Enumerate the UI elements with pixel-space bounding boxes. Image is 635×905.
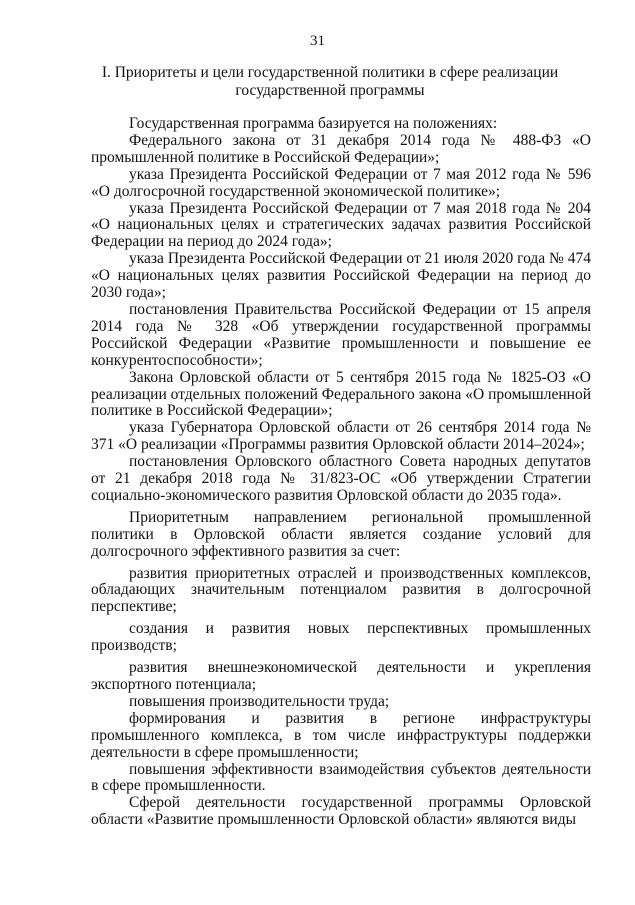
page-number: 31 bbox=[310, 33, 325, 49]
section-heading-line-2: государственной программы bbox=[235, 82, 425, 99]
list-item-interaction-efficiency: повышения эффективности взаимодействия субъектов деятельности в сфере промышленности. bbox=[91, 760, 591, 795]
paragraph-council-resolution-823: постановления Орловского областного Совета народных депутатов от 21 декабря 2018 года № 31/823-ОС «Об утверждении Стратегии социально-экономического развития Орловской области до 2035 года». bbox=[91, 453, 591, 504]
section-heading-line-1: I. Приоритеты и цели государственной политики в сфере реализации bbox=[101, 64, 559, 81]
paragraph-governor-decree-371: указа Губернатора Орловской области от 26 сентября 2014 года № 371 «О реализации «Программы развития Орловской области 2014–2024»; bbox=[91, 419, 591, 454]
list-item-export-potential: развития внешнеэкономической деятельности и укрепления экспортного потенциала; bbox=[91, 659, 591, 693]
paragraph-decree-204: указа Президента Российской Федерации от 7 мая 2018 года № 204 «О национальных целях и стратегических задачах развития Российской Федерации на период до 2024 года»; bbox=[91, 199, 591, 251]
paragraph-government-resolution-328: постановления Правительства Российской Федерации от 15 апреля 2014 года № 328 «Об утверждении государственной программы Российской Федерации «Развитие промышленности и повышение ее конкурентоспособности»; bbox=[91, 300, 591, 369]
paragraph-priority-direction: Приоритетным направлением региональной промышленной политики в Орловской области является создание условий для долгосрочного эффективного развития за счет: bbox=[91, 508, 591, 560]
list-item-labor-productivity: повышения производительности труда; bbox=[129, 692, 390, 710]
paragraph-program-scope: Сферой деятельности государственной программы Орловской области «Развитие промышленности Орловской области» являются виды bbox=[91, 794, 591, 829]
paragraph-federal-law-488: Федерального закона от 31 декабря 2014 года № 488-ФЗ «О промышленной политике в Российской Федерации»; bbox=[91, 131, 591, 166]
paragraph-oryol-law-1825: Закона Орловской области от 5 сентября 2015 года № 1825-ОЗ «О реализации отдельных положений Федерального закона «О промышленной политике в Российской Федерации»; bbox=[91, 368, 591, 420]
paragraph-basis: Государственная программа базируется на положениях: bbox=[129, 115, 498, 132]
paragraph-decree-596: указа Президента Российской Федерации от 7 мая 2012 года № 596 «О долгосрочной государственной экономической политике»; bbox=[91, 165, 591, 200]
list-item-new-productions: создания и развития новых перспективных промышленных производств; bbox=[91, 620, 591, 655]
list-item-priority-industries: развития приоритетных отраслей и производственных комплексов, обладающих значительным потенциалом развития в долгосрочной перспективе; bbox=[91, 564, 591, 616]
section-heading bbox=[70, 64, 590, 100]
paragraph-decree-474: указа Президента Российской Федерации от 21 июля 2020 года № 474 «О национальных целях развития Российской Федерации на период до 2030 года»; bbox=[91, 250, 591, 302]
list-item-infrastructure: формирования и развития в регионе инфраструктуры промышленного комплекса, в том числе инфраструктуры поддержки деятельности в сфере промышленности; bbox=[91, 709, 591, 761]
body-text bbox=[91, 116, 591, 829]
